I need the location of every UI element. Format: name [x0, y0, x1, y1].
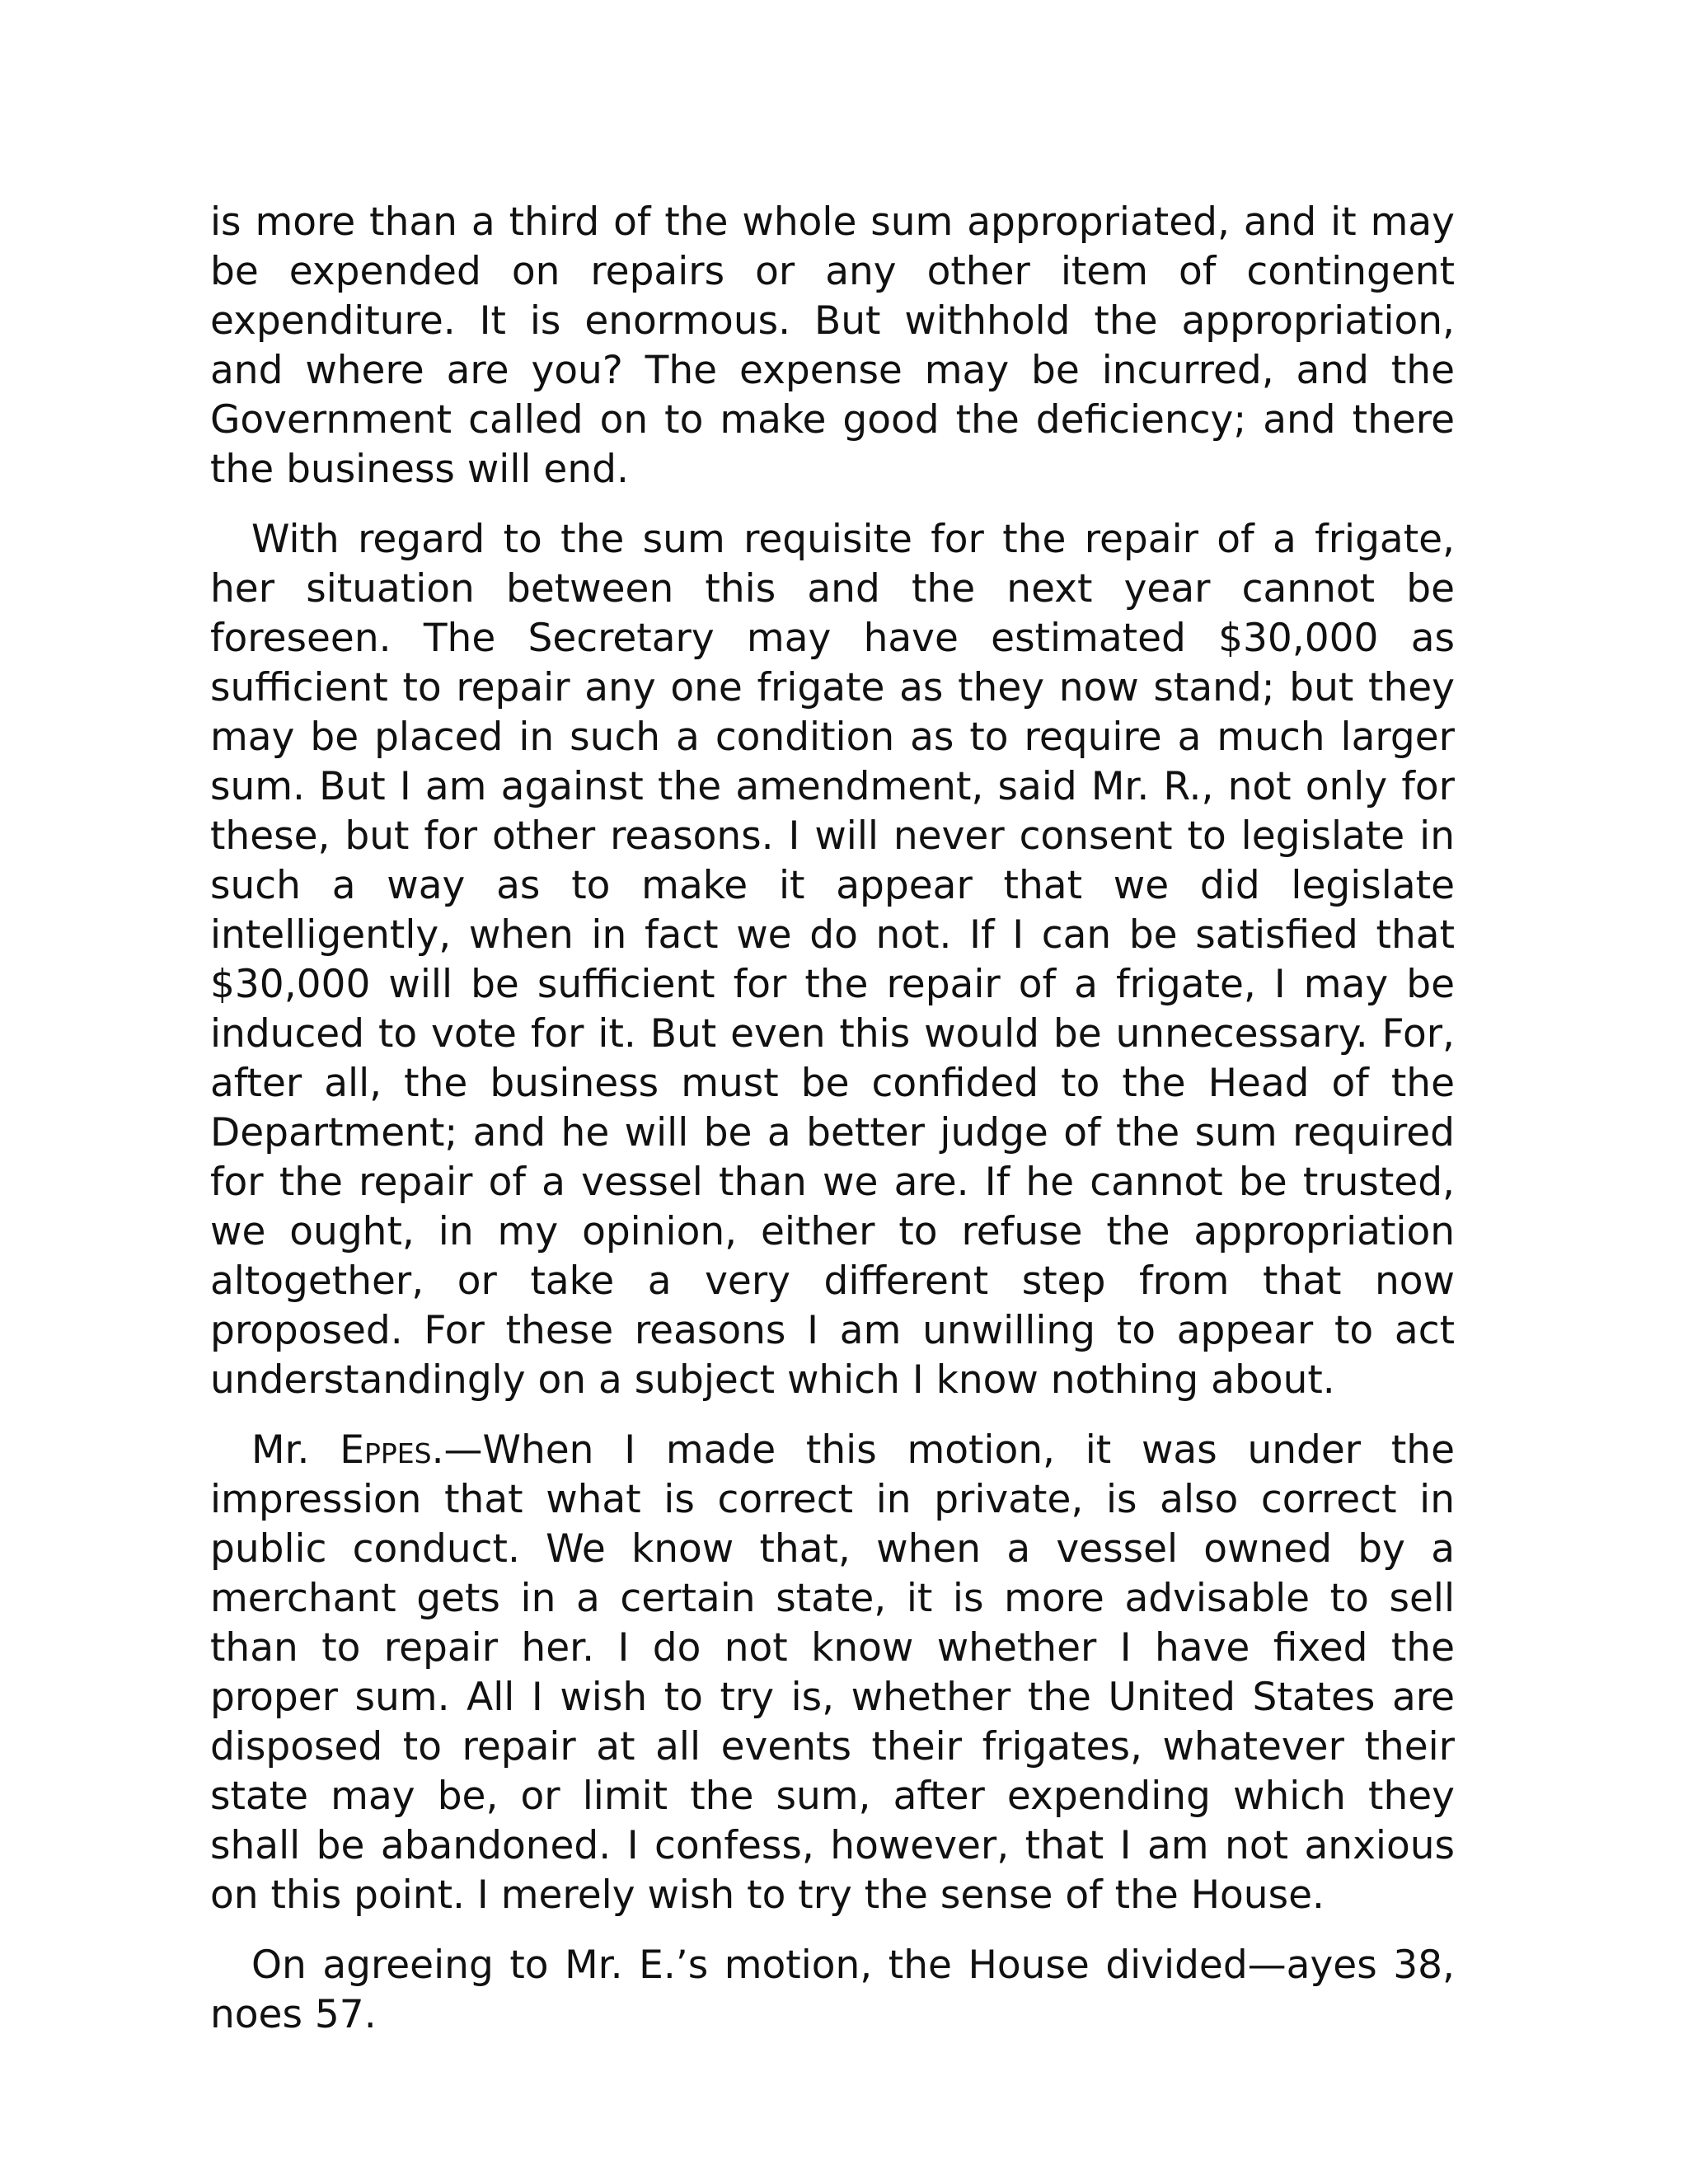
paragraph-frigate-repair: With regard to the sum requisite for the repair of a frigate, her situation between this and the next year cannot be foreseen. The Secretary may have estimated $30,000 as sufficient to repair any one frigate as they now stand; but they may be placed in such a condition as to require a much larger sum. But I am against the amendment, said Mr. R., not only for these, but for other reasons. I will never consent to legislate in such a way as to make it appear that we did legislate intelligently, when in fact we do not. If I can be satisfied that $30,000 will be sufficient for the repair of a frigate, I may be induced to vote for it. But even this would be unnecessary. For, after all, the business must be confided to the Head of the Department; and he will be a better judge of the sum required for the repair of a vessel than we are. If he cannot be trusted, we ought, in my opinion, either to refuse the appropriation altogether, or take a very different step from that now proposed. For these reasons I am unwilling to appear to act understandingly on a subject which I know nothing about. [210, 517, 1455, 1403]
paragraph-eppes-speech [210, 1426, 1455, 1920]
speech-text: .—When I made this motion, it was under the impression that what is correct in private, is also correct in public conduct. We know that, when a vessel owned by a merchant gets in a certain state, it is more advisable to sell than to repair her. I do not know whether I have fixed the proper sum. All I wish to try is, whether the United States are disposed to repair at all events their frigates, whatever their state may be, or limit the sum, after expending which they shall be abandoned. I confess, however, that I am not anxious on this point. I merely wish to try the sense of the House. [210, 1427, 1455, 1918]
paragraph-vote-result: On agreeing to Mr. E.’s motion, the House divided—ayes 38, noes 57. [210, 1943, 1455, 2037]
paragraph-continuation: is more than a third of the whole sum appropriated, and it may be expended on repairs or any other item of contingent expenditure. It is enormous. But withhold the appropriation, and where are you? The expense may be incurred, and the Government called on to make good the deficiency; and there the business will end. [210, 199, 1455, 492]
document-page [210, 198, 1455, 2060]
speaker-prefix: Mr. [251, 1427, 340, 1473]
speaker-name: Eppes [340, 1427, 432, 1473]
